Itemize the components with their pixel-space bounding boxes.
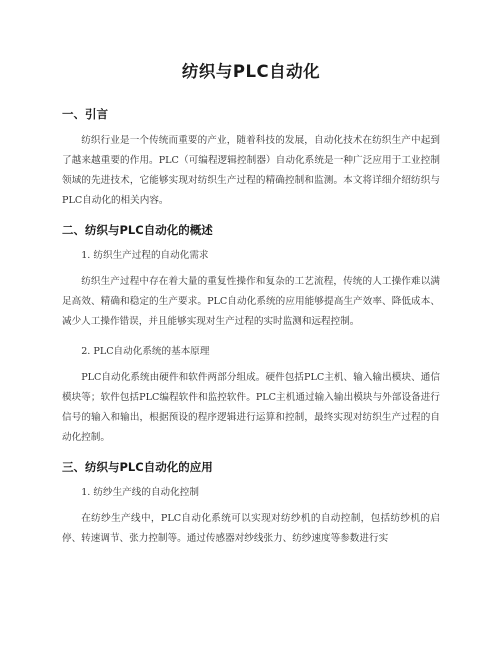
subheading-spinning-line: 1. 纺纱生产线的自动化控制 [81,487,199,498]
paragraph-plc-principle: PLC自动化系统由硬件和软件两部分组成。硬件包括PLC主机、输入输出模块、通信模块等；软件包括PLC编程软件和监控软件。PLC主机通过输入输出模块与外部设备进行信号的输入和输出，根据预设的程序逻辑进行运算和控制，最终实现对纺织生产过程的自动化控制。 [62,372,440,443]
section-heading-overview: 二、纺织与PLC自动化的概述 [62,223,213,237]
section-heading-intro: 一、引言 [62,107,108,121]
subheading-automation-needs: 1. 纺织生产过程的自动化需求 [81,250,209,261]
section-intro-paragraph: 纺织行业是一个传统而重要的产业，随着科技的发展，自动化技术在纺织生产中起到了越来越重要的作用。PLC（可编程逻辑控制器）自动化系统是一种广泛应用于工业控制领域的先进技术，它能够实现对纺织生产过程的精确控制和监测。本文将详细介绍纺织与PLC自动化的相关内容。 [62,135,440,206]
paragraph-spinning-line: 在纺纱生产线中，PLC自动化系统可以实现对纺纱机的自动控制，包括纺纱机的启停、转速调节、张力控制等。通过传感器对纱线张力、纺纱速度等参数进行实 [62,513,440,544]
subheading-plc-principle: 2. PLC自动化系统的基本原理 [81,346,210,357]
section-heading-applications: 三、纺织与PLC自动化的应用 [62,460,213,474]
document-title: 纺织与PLC自动化 [181,62,321,81]
paragraph-automation-needs: 纺织生产过程中存在着大量的重复性操作和复杂的工艺流程，传统的人工操作难以满足高效、精确和稳定的生产要求。PLC自动化系统的应用能够提高生产效率、降低成本、减少人工操作错误，并且能够实现对生产过程的实时监测和远程控制。 [62,276,440,327]
